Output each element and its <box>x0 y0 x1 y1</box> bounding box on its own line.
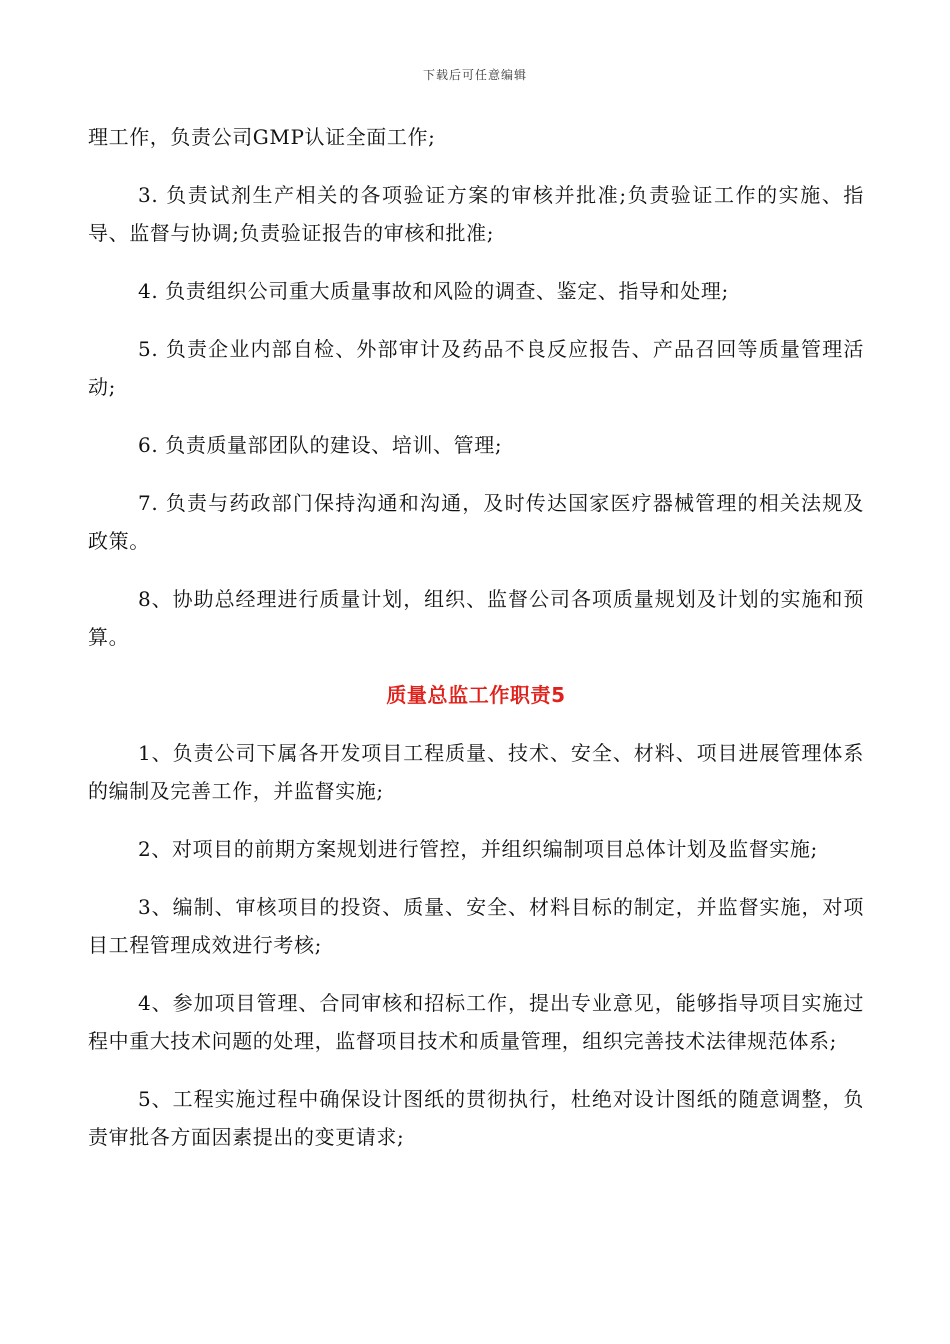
paragraph-duty-1: 1、负责公司下属各开发项目工程质量、技术、安全、材料、项目进展管理体系的编制及完善工作，并监督实施; <box>88 741 864 803</box>
paragraph-item-4: 4. 负责组织公司重大质量事故和风险的调查、鉴定、指导和处理; <box>138 279 729 303</box>
paragraph-duty-3: 3、编制、审核项目的投资、质量、安全、材料目标的制定，并监督实施，对项目工程管理成效进行考核; <box>88 895 864 957</box>
paragraph-item-5: 5. 负责企业内部自检、外部审计及药品不良反应报告、产品召回等质量管理活动; <box>88 337 864 399</box>
paragraph-continuation: 理工作，负责公司GMP认证全面工作; <box>88 125 436 149</box>
paragraph-duty-2: 2、对项目的前期方案规划进行管控，并组织编制项目总体计划及监督实施; <box>138 837 818 861</box>
paragraph-item-3: 3. 负责试剂生产相关的各项验证方案的审核并批准;负责验证工作的实施、指导、监督与协调;负责验证报告的审核和批准; <box>88 183 864 245</box>
paragraph-duty-4: 4、参加项目管理、合同审核和招标工作，提出专业意见，能够指导项目实施过程中重大技术问题的处理，监督项目技术和质量管理，组织完善技术法律规范体系; <box>88 991 864 1053</box>
section-title: 质量总监工作职责5 <box>386 683 566 707</box>
document-body <box>88 118 864 1176</box>
paragraph-item-7: 7. 负责与药政部门保持沟通和沟通，及时传达国家医疗器械管理的相关法规及政策。 <box>88 491 864 553</box>
paragraph-duty-5: 5、工程实施过程中确保设计图纸的贯彻执行，杜绝对设计图纸的随意调整，负责审批各方面因素提出的变更请求; <box>88 1087 864 1149</box>
page-header: 下载后可任意编辑 <box>422 68 527 82</box>
paragraph-item-6: 6. 负责质量部团队的建设、培训、管理; <box>138 433 503 457</box>
paragraph-item-8: 8、协助总经理进行质量计划，组织、监督公司各项质量规划及计划的实施和预算。 <box>88 587 864 649</box>
